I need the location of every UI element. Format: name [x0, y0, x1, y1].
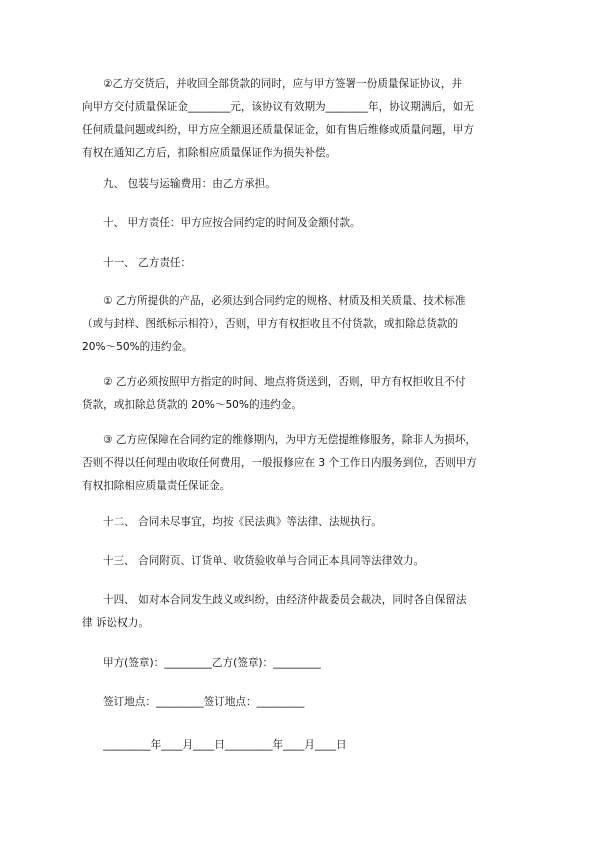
text-line: 20%～50%的违约金。: [82, 341, 193, 353]
clause-9: [82, 173, 514, 196]
clause-11: [82, 252, 514, 275]
text-line: ① 乙方所提供的产品，必须达到合同约定的规格、材质及相关质量、技术标准: [103, 295, 466, 307]
clause-12: [82, 511, 514, 534]
text-line: 十一、 乙方责任：: [103, 257, 192, 269]
text-line: 任何质量问题或纠纷，甲方应全额退还质量保证金，如有售后维修或质量问题，甲方: [82, 124, 474, 136]
signature-parties: [82, 652, 514, 675]
text-line: 否则不得以任何理由收取任何费用，一般报修应在 3 个工作日内服务到位，否则甲方: [82, 457, 477, 469]
signature-place: [82, 691, 514, 714]
clause-11-item-3: [82, 429, 514, 498]
signature-date-line: _________年____月____日_________年____月____日: [103, 739, 347, 751]
paragraph-quality-deposit: [82, 73, 514, 165]
text-line: ② 乙方必须按照甲方指定的时间、地点将货送到，否则，甲方有权拒收且不付: [103, 376, 466, 388]
text-line: 十三、 合同附页、订货单、收货验收单与合同正本具同等法律效力。: [103, 555, 425, 567]
text-line: （或与封样、图纸标示相符），否则，甲方有权拒收且不付货款，或扣除总货款的: [82, 318, 459, 330]
text-line: 十二、 合同未尽事宜，均按《民法典》等法律、法规执行。: [103, 516, 382, 528]
clause-11-item-2: [82, 371, 514, 417]
text-line: 九、 包装与运输费用：由乙方承担。: [103, 178, 276, 190]
text-line: 有权在通知乙方后，扣除相应质量保证作为损失补偿。: [82, 147, 337, 159]
text-line: 十四、 如对本合同发生歧义或纠纷，由经济仲裁委员会裁决，同时各自保留法: [103, 594, 467, 606]
text-line: ③ 乙方应保障在合同约定的维修期内，为甲方无偿提维修服务，除非人为损坏，: [103, 434, 477, 446]
text-line: 向甲方交付质量保证金________元，该协议有效期为________年，协议期满后，如无: [82, 101, 474, 113]
text-line: ②乙方交货后，并收回全部货款的同时，应与甲方签署一份质量保证协议，并: [103, 78, 463, 90]
signature-date: [82, 734, 514, 757]
signature-party-line: 甲方(签章)：_________乙方(签章)：_________: [103, 657, 321, 669]
clause-11-item-1: [82, 290, 514, 359]
signature-place-line: 签订地点：_________签订地点：_________: [103, 696, 305, 708]
text-line: 有权扣除相应质量责任保证金。: [82, 480, 231, 492]
clause-13: [82, 550, 514, 573]
text-line: 货款，或扣除总货款的 20%～50%的违约金。: [82, 399, 302, 411]
text-line: 律 诉讼权力。: [82, 617, 149, 629]
clause-14: [82, 589, 514, 635]
text-line: 十、 甲方责任：甲方应按合同约定的时间及金额付款。: [103, 217, 361, 229]
clause-10: [82, 212, 514, 235]
